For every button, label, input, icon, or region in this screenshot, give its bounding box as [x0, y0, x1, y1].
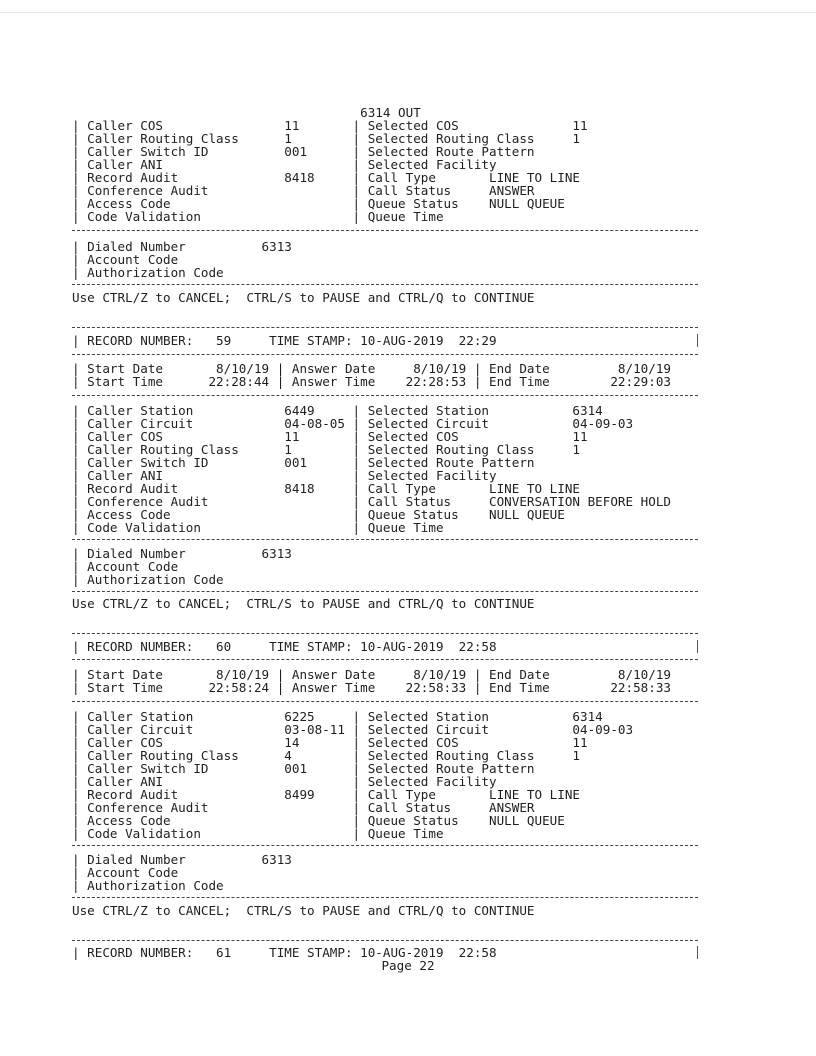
record-line: | Caller Switch ID 001 | Selected Route Pattern [72, 144, 535, 159]
record-line: | Caller Circuit 03-08-11 | Selected Circuit 04-09-03 [72, 722, 634, 737]
record-line: | Caller ANI | Selected Facility [72, 157, 497, 172]
dashed-divider [72, 327, 698, 328]
dashed-divider [72, 701, 698, 702]
dashed-divider [72, 395, 698, 396]
record-line: | Code Validation | Queue Time [72, 520, 444, 535]
record-line: | Account Code [72, 252, 179, 267]
record-line: | Account Code [72, 559, 179, 574]
record-line: | Start Date 8/10/19 | Answer Date 8/10/19 | End Date 8/10/19 [72, 361, 671, 376]
record-line: | Code Validation | Queue Time [72, 209, 444, 224]
dashed-divider [72, 591, 698, 592]
dashed-divider [72, 354, 698, 355]
page-top-rule [0, 12, 816, 13]
dashed-divider [72, 897, 698, 898]
dashed-divider [72, 539, 698, 540]
record-line: | Caller Switch ID 001 | Selected Route Pattern [72, 455, 535, 470]
record-line: | Authorization Code [72, 572, 224, 587]
record-line: | Account Code [72, 865, 179, 880]
dashed-divider [72, 230, 698, 231]
record-line: | Conference Audit | Call Status CONVERSATION BEFORE HOLD [72, 494, 671, 509]
cancel-instructions: Use CTRL/Z to CANCEL; CTRL/S to PAUSE and CTRL/Q to CONTINUE [72, 596, 535, 611]
record-line: | Access Code | Queue Status NULL QUEUE [72, 813, 565, 828]
record-number-line: | RECORD NUMBER: 59 TIME STAMP: 10-AUG-2019 22:29 [72, 333, 497, 348]
record-line: 6314 OUT [72, 105, 421, 120]
record-line: | Record Audit 8499 | Call Type LINE TO LINE [72, 787, 580, 802]
record-line: | Record Audit 8418 | Call Type LINE TO LINE [72, 170, 580, 185]
record-line: | Caller Circuit 04-08-05 | Selected Circuit 04-09-03 [72, 416, 634, 431]
right-border [697, 334, 698, 347]
dashed-divider [72, 940, 698, 941]
record-number-line: | RECORD NUMBER: 61 TIME STAMP: 10-AUG-2019 22:58 [72, 945, 497, 960]
record-line: | Start Time 22:28:44 | Answer Time 22:28:53 | End Time 22:29:03 [72, 374, 671, 389]
record-line: | Caller Station 6449 | Selected Station 6314 [72, 403, 603, 418]
record-line: | Authorization Code [72, 265, 224, 280]
record-line: | Conference Audit | Call Status ANSWER [72, 800, 535, 815]
cancel-instructions: Use CTRL/Z to CANCEL; CTRL/S to PAUSE and CTRL/Q to CONTINUE [72, 290, 535, 305]
cancel-instructions: Use CTRL/Z to CANCEL; CTRL/S to PAUSE and CTRL/Q to CONTINUE [72, 903, 535, 918]
record-line: | Authorization Code [72, 878, 224, 893]
right-border [697, 946, 698, 959]
record-line: | Caller ANI | Selected Facility [72, 774, 497, 789]
record-line: | Access Code | Queue Status NULL QUEUE [72, 196, 565, 211]
dashed-divider [72, 284, 698, 285]
record-line: | Access Code | Queue Status NULL QUEUE [72, 507, 565, 522]
record-line: | Caller Routing Class 1 | Selected Routing Class 1 [72, 442, 580, 457]
record-line: | Code Validation | Queue Time [72, 826, 444, 841]
record-line: | Conference Audit | Call Status ANSWER [72, 183, 535, 198]
dashed-divider [72, 633, 698, 634]
dashed-divider [72, 659, 698, 660]
record-line: | Caller COS 11 | Selected COS 11 [72, 429, 588, 444]
record-line: | Dialed Number 6313 [72, 546, 292, 561]
dashed-divider [72, 845, 698, 846]
record-line: | Dialed Number 6313 [72, 852, 292, 867]
record-line: | Caller COS 11 | Selected COS 11 [72, 118, 588, 133]
page-number: Page 22 [381, 958, 435, 973]
record-line: | Caller COS 14 | Selected COS 11 [72, 735, 588, 750]
record-line: | Caller Routing Class 1 | Selected Routing Class 1 [72, 131, 580, 146]
record-line: | Caller Routing Class 4 | Selected Routing Class 1 [72, 748, 580, 763]
record-line: | Caller ANI | Selected Facility [72, 468, 497, 483]
record-line: | Start Date 8/10/19 | Answer Date 8/10/19 | End Date 8/10/19 [72, 667, 671, 682]
record-number-line: | RECORD NUMBER: 60 TIME STAMP: 10-AUG-2019 22:58 [72, 639, 497, 654]
record-line: | Caller Switch ID 001 | Selected Route Pattern [72, 761, 535, 776]
record-line: | Start Time 22:58:24 | Answer Time 22:58:33 | End Time 22:58:33 [72, 680, 671, 695]
record-line: | Record Audit 8418 | Call Type LINE TO LINE [72, 481, 580, 496]
right-border [697, 640, 698, 653]
record-line: | Dialed Number 6313 [72, 239, 292, 254]
record-line: | Caller Station 6225 | Selected Station 6314 [72, 709, 603, 724]
